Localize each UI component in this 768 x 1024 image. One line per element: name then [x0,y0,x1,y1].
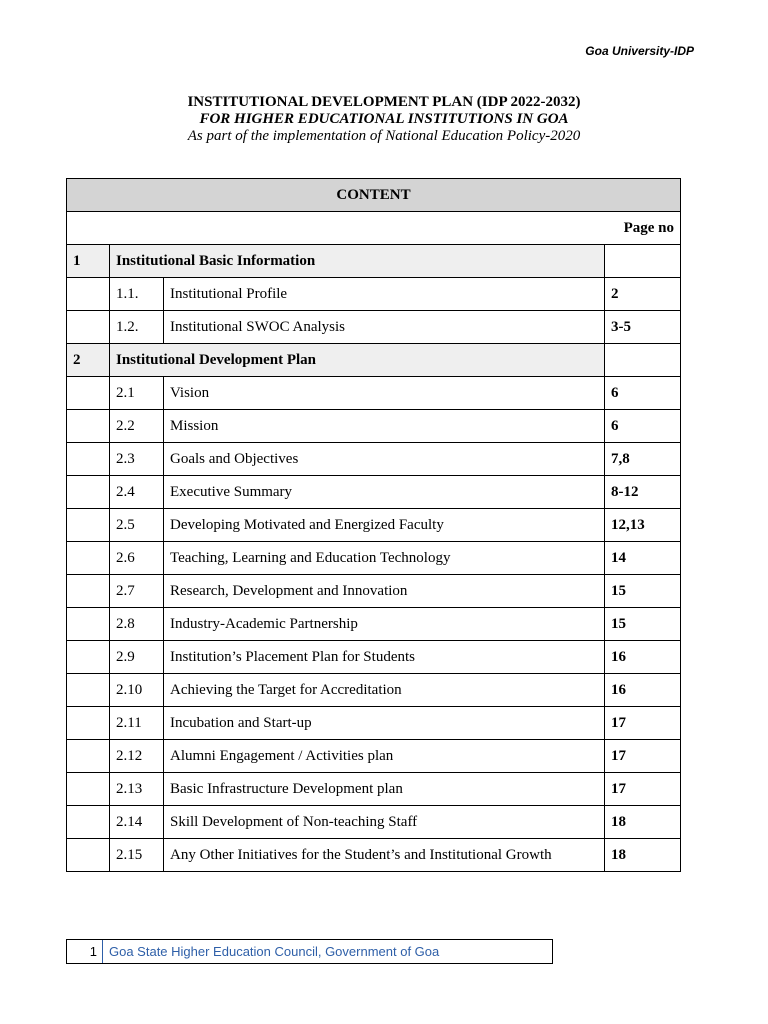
footer-text: Goa State Higher Education Council, Government of Goa [109,944,440,959]
toc-item-row [67,839,681,872]
item-page: 6 [605,410,681,443]
toc-item-row [67,410,681,443]
toc-item-row [67,443,681,476]
item-spacer [67,575,110,608]
item-number: 2.7 [110,575,164,608]
item-title: Goals and Objectives [164,443,605,476]
item-page: 18 [605,806,681,839]
toc-item-row [67,608,681,641]
section-page [605,344,681,377]
item-number: 2.15 [110,839,164,872]
item-title: Alumni Engagement / Activities plan [164,740,605,773]
item-page: 15 [605,575,681,608]
document-title: INSTITUTIONAL DEVELOPMENT PLAN (IDP 2022-2032) [187,94,581,110]
running-header: Goa University-IDP [585,44,694,58]
toc-section-row [67,245,681,278]
toc-item-row [67,311,681,344]
item-number: 2.9 [110,641,164,674]
item-title: Institutional Profile [164,278,605,311]
item-spacer [67,674,110,707]
item-spacer [67,377,110,410]
toc-section-row [67,344,681,377]
item-title: Institution’s Placement Plan for Students [164,641,605,674]
item-number: 1.2. [110,311,164,344]
item-number: 2.5 [110,509,164,542]
item-title: Incubation and Start-up [164,707,605,740]
toc-item-row [67,674,681,707]
item-spacer [67,443,110,476]
item-page: 16 [605,674,681,707]
item-title: Achieving the Target for Accreditation [164,674,605,707]
section-number: 2 [67,344,110,377]
toc-item-row [67,542,681,575]
toc-pageno-row [67,212,681,245]
item-number: 2.10 [110,674,164,707]
section-title: Institutional Development Plan [110,344,605,377]
toc-header-row [67,179,681,212]
item-spacer [67,542,110,575]
item-spacer [67,740,110,773]
page-no-heading: Page no [67,212,681,245]
item-spacer [67,476,110,509]
toc-item-row [67,740,681,773]
item-title: Executive Summary [164,476,605,509]
item-title: Vision [164,377,605,410]
item-number: 2.6 [110,542,164,575]
document-tagline: As part of the implementation of National Education Policy-2020 [187,128,581,144]
item-title: Industry-Academic Partnership [164,608,605,641]
toc-item-row [67,707,681,740]
content-heading: CONTENT [67,179,681,212]
item-page: 15 [605,608,681,641]
item-spacer [67,509,110,542]
item-spacer [67,773,110,806]
item-title: Developing Motivated and Energized Faculty [164,509,605,542]
item-title: Mission [164,410,605,443]
item-title: Institutional SWOC Analysis [164,311,605,344]
item-page: 12,13 [605,509,681,542]
section-title: Institutional Basic Information [110,245,605,278]
item-number: 2.11 [110,707,164,740]
item-page: 7,8 [605,443,681,476]
document-subtitle: FOR HIGHER EDUCATIONAL INSTITUTIONS IN GOA [199,111,569,127]
toc-item-row [67,641,681,674]
toc-item-row [67,509,681,542]
item-spacer [67,641,110,674]
section-page [605,245,681,278]
item-title: Basic Infrastructure Development plan [164,773,605,806]
toc-item-row [67,806,681,839]
item-page: 16 [605,641,681,674]
item-number: 2.2 [110,410,164,443]
item-spacer [67,410,110,443]
item-number: 2.4 [110,476,164,509]
item-page: 17 [605,773,681,806]
item-number: 2.8 [110,608,164,641]
section-number: 1 [67,245,110,278]
toc-item-row [67,476,681,509]
item-page: 14 [605,542,681,575]
toc-item-row [67,575,681,608]
page-footer [66,939,553,964]
item-title: Any Other Initiatives for the Student’s and Institutional Growth [164,839,605,872]
item-page: 6 [605,377,681,410]
footer-page-number: 1 [67,940,103,963]
item-spacer [67,839,110,872]
item-page: 2 [605,278,681,311]
item-page: 8-12 [605,476,681,509]
item-title: Skill Development of Non-teaching Staff [164,806,605,839]
toc-item-row [67,377,681,410]
item-number: 1.1. [110,278,164,311]
item-page: 17 [605,707,681,740]
item-number: 2.14 [110,806,164,839]
item-spacer [67,806,110,839]
item-number: 2.1 [110,377,164,410]
title-block [0,94,768,145]
item-page: 18 [605,839,681,872]
item-spacer [67,608,110,641]
item-number: 2.12 [110,740,164,773]
item-number: 2.13 [110,773,164,806]
item-page: 17 [605,740,681,773]
toc-item-row [67,773,681,806]
item-spacer [67,278,110,311]
item-spacer [67,311,110,344]
item-page: 3-5 [605,311,681,344]
item-title: Research, Development and Innovation [164,575,605,608]
item-title: Teaching, Learning and Education Technology [164,542,605,575]
item-number: 2.3 [110,443,164,476]
table-of-contents [66,178,681,872]
item-spacer [67,707,110,740]
toc-item-row [67,278,681,311]
